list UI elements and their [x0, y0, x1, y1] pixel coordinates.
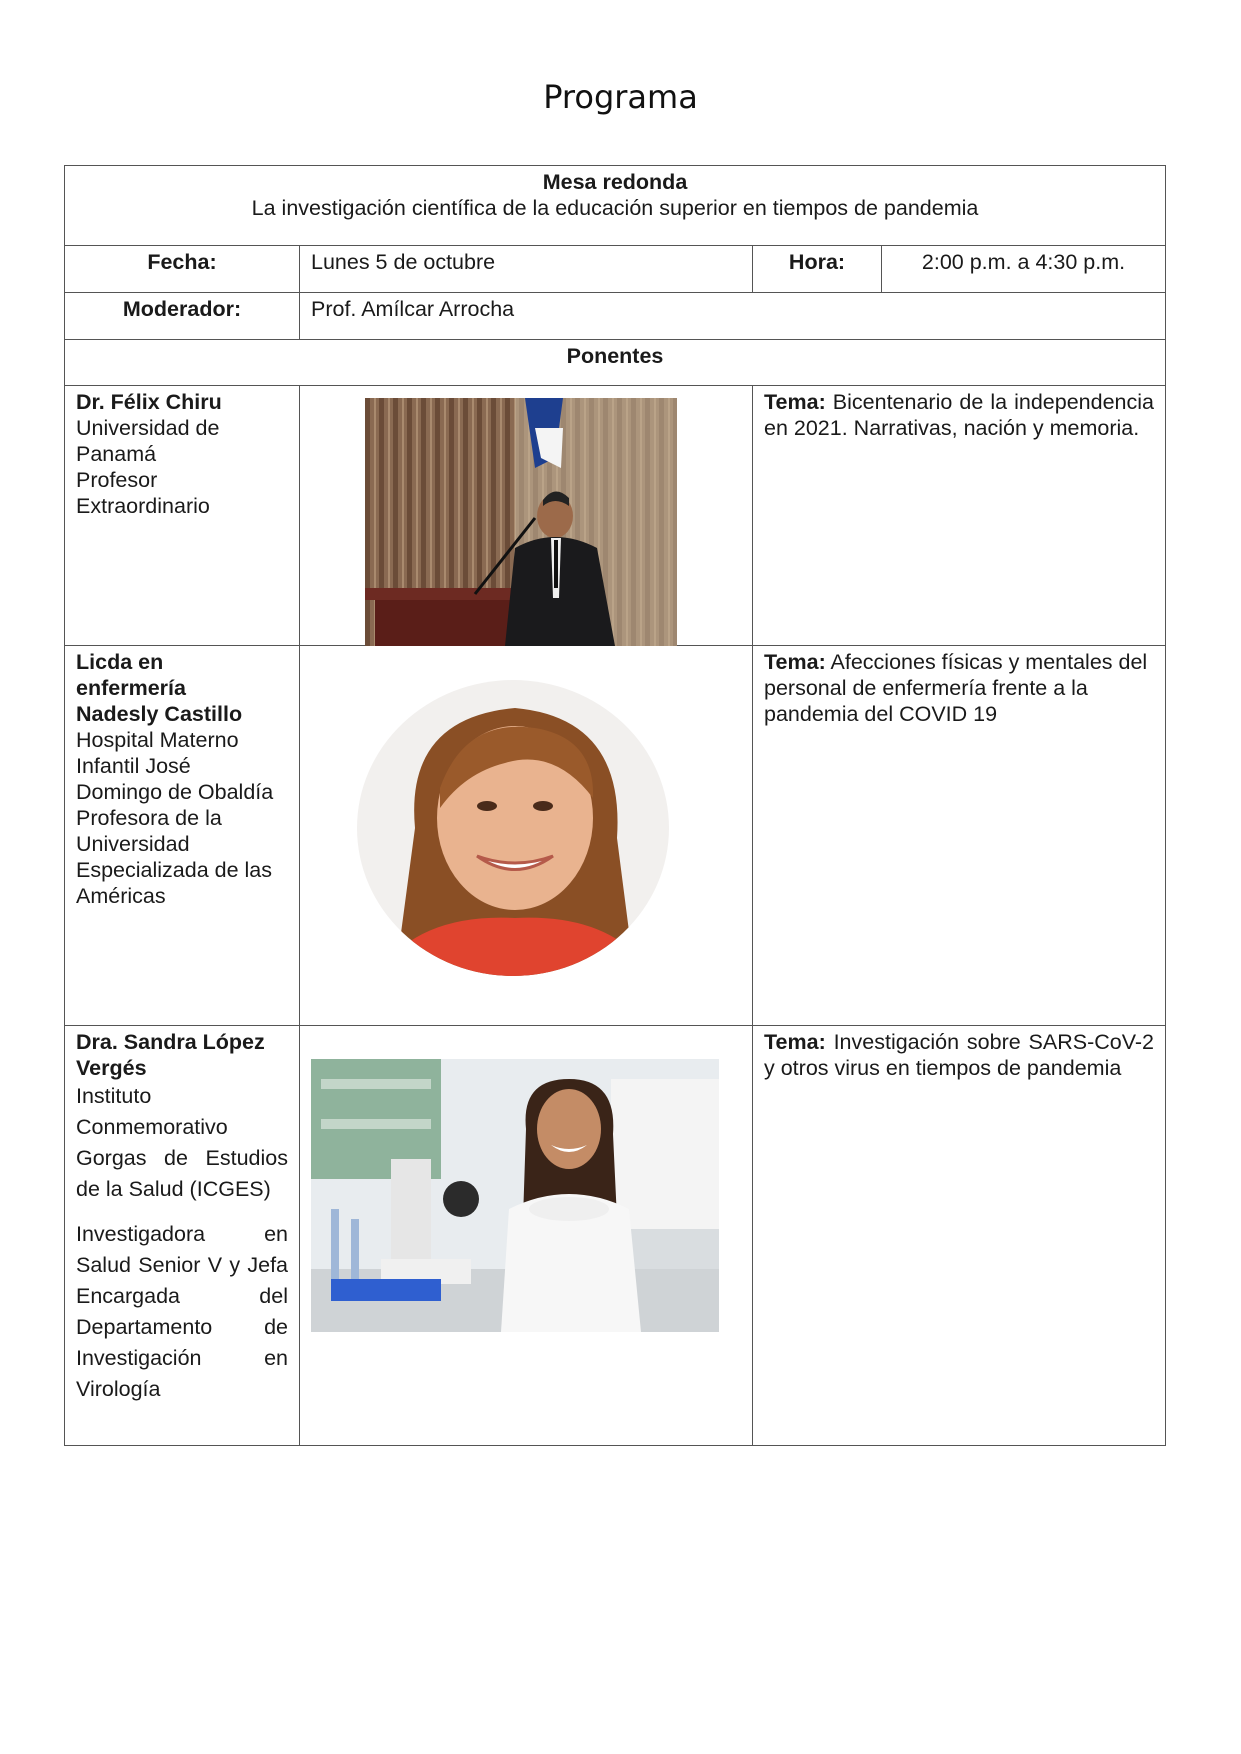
speaker-photo-cell: [300, 386, 753, 646]
speaker-detail-line: Profesor: [76, 468, 158, 492]
speaker-info-cell: [65, 646, 300, 1026]
speaker-detail-line: Especializada de las: [76, 858, 273, 882]
laboratory-portrait-photo: [311, 1059, 719, 1332]
date-label: Fecha:: [65, 246, 300, 293]
speaker-photo-cell: [300, 646, 753, 1026]
topic-label: Tema:: [764, 390, 826, 414]
speaker-at-podium-photo: [365, 398, 677, 646]
speaker-photo-cell: [300, 1026, 753, 1446]
speaker-affiliation: Instituto Conmemorativo Gorgas de Estudios de la Salud (ICGES): [76, 1084, 288, 1201]
speaker-topic-cell: [753, 646, 1166, 1026]
speaker-detail-line: Domingo de Obaldía: [76, 780, 274, 804]
page-title: Programa: [543, 78, 698, 116]
circular-portrait-icon: [355, 678, 671, 978]
speaker-info-cell: [65, 386, 300, 646]
circular-portrait-photo: [355, 678, 671, 978]
speaker-detail-line: Panamá: [76, 442, 157, 466]
topic-text: Afecciones físicas y mentales del personal de enfermería frente a la pandemia del COVID 19: [764, 650, 1148, 726]
speaker-name-line: Vergés: [76, 1056, 147, 1080]
speaker-name: Dr. Félix Chiru: [76, 390, 222, 414]
moderator-label: Moderador:: [65, 293, 300, 340]
speaker-topic-cell: [753, 386, 1166, 646]
topic-text: Investigación sobre SARS-CoV-2 y otros virus en tiempos de pandemia: [764, 1030, 1154, 1080]
speaker-name-line: Dra. Sandra López: [76, 1030, 265, 1054]
topic-text: Bicentenario de la independencia en 2021. Narrativas, nación y memoria.: [764, 390, 1154, 440]
program-table: [64, 165, 1166, 1446]
speaker-topic-cell: [753, 1026, 1166, 1446]
speaker-name-line: enfermería: [76, 676, 186, 700]
speaker-detail-line: Profesora de la: [76, 806, 222, 830]
date-value: Lunes 5 de octubre: [300, 246, 753, 293]
topic-label: Tema:: [764, 1030, 826, 1054]
time-label: Hora:: [753, 246, 882, 293]
speaker-role: Investigadora en Salud Senior V y Jefa Encargada del Departamento de Investigación en Virología: [76, 1222, 288, 1401]
speaker-detail-line: Universidad de: [76, 416, 220, 440]
event-subtitle: La investigación científica de la educación superior en tiempos de pandemia: [251, 196, 979, 220]
podium-photo-icon: [365, 398, 677, 646]
moderator-value: Prof. Amílcar Arrocha: [300, 293, 1166, 340]
speaker-detail-line: Universidad: [76, 832, 190, 856]
speaker-name-line: Licda en: [76, 650, 164, 674]
speaker-detail-line: Hospital Materno: [76, 728, 239, 752]
event-type: Mesa redonda: [542, 170, 688, 194]
time-value: 2:00 p.m. a 4:30 p.m.: [882, 246, 1166, 293]
speaker-detail-line: Américas: [76, 884, 166, 908]
event-header-cell: [65, 166, 1166, 246]
speaker-info-cell: [65, 1026, 300, 1446]
laboratory-photo-icon: [311, 1059, 719, 1332]
speaker-name-line: Nadesly Castillo: [76, 702, 243, 726]
speakers-header: Ponentes: [65, 340, 1166, 386]
speaker-detail-line: Infantil José: [76, 754, 191, 778]
topic-label: Tema:: [764, 650, 826, 674]
speaker-detail-line: Extraordinario: [76, 494, 210, 518]
